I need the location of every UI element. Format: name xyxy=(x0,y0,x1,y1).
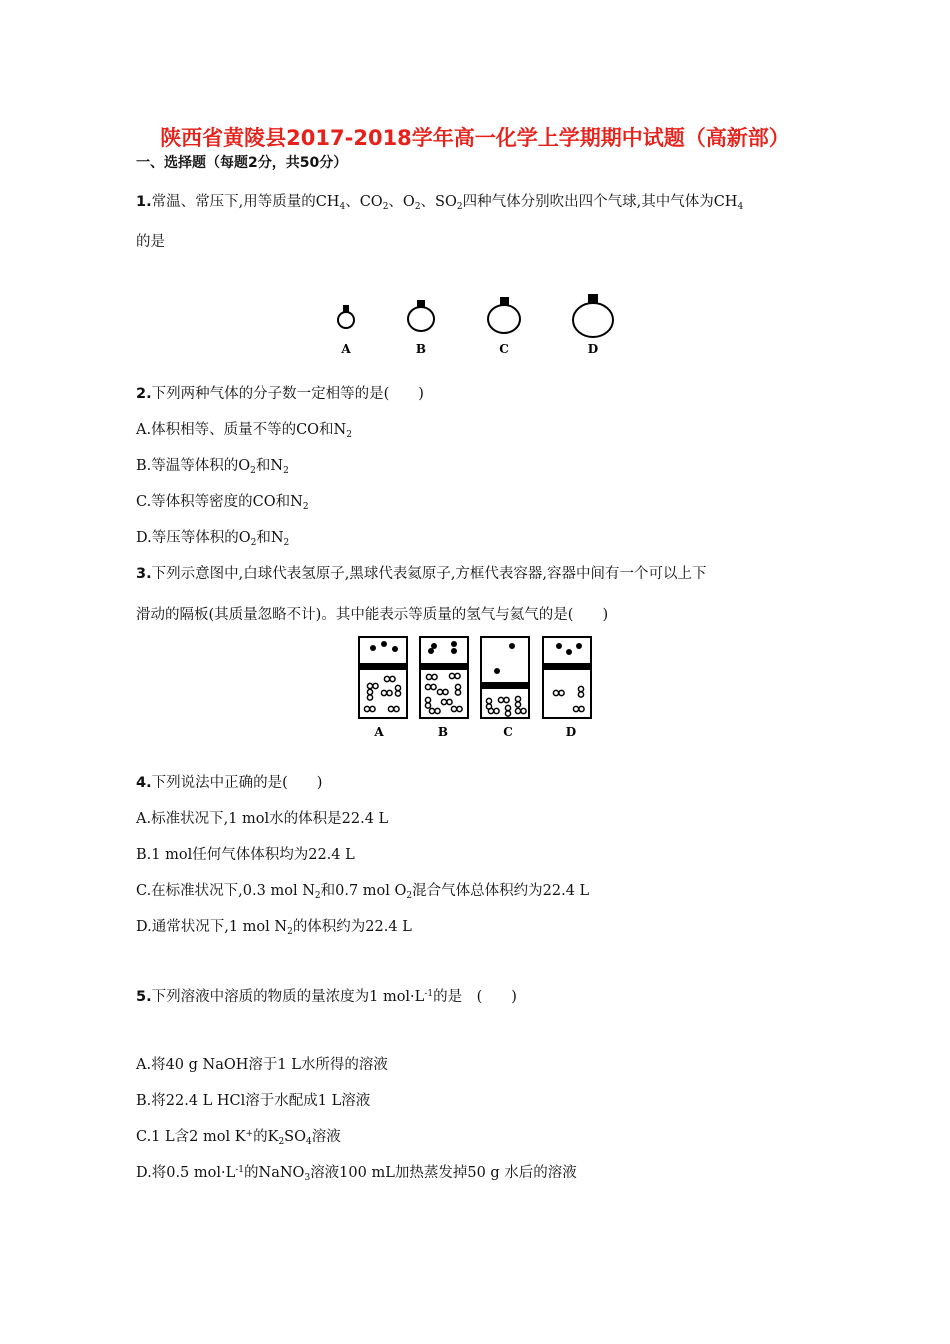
q2-option-a: A.体积相等、质量不等的CO和$N_2$ xyxy=(136,422,352,440)
partition-a xyxy=(359,663,407,670)
q1-stem-line2: 的是 xyxy=(136,234,165,250)
balloons-figure xyxy=(320,290,630,360)
partition-b xyxy=(420,663,468,670)
balloon-label-a: A xyxy=(341,342,351,356)
container-d xyxy=(543,637,591,718)
q3-stem-line2: 滑动的隔板(其质量忽略不计)。其中能表示等质量的氢气与氦气的是( ) xyxy=(136,607,609,623)
q2-stem: 2.下列两种气体的分子数一定相等的是( ) xyxy=(136,386,424,402)
section-heading: 一、选择题（每题2分，共50分） xyxy=(136,155,348,171)
q4-option-d: D.通常状况下,1 mol $N_2$的体积约为22.4 L xyxy=(136,919,412,937)
q5-option-b: B.将22.4 L HCl溶于水配成1 L溶液 xyxy=(136,1093,371,1109)
q1-number: 1. xyxy=(136,194,152,210)
partition-c xyxy=(481,682,529,689)
q4-option-a: A.标准状况下,1 mol水的体积是22.4 L xyxy=(136,811,389,827)
container-label-a: A xyxy=(374,725,384,739)
container-c xyxy=(481,637,529,718)
container-label-c: C xyxy=(503,725,513,739)
containers-figure xyxy=(350,630,600,745)
q2-option-b: B.等温等体积的$O_2$和$N_2$ xyxy=(136,458,289,476)
page-title: 陕西省黄陵县2017-2018学年高一化学上学期期中试题（高新部） xyxy=(160,126,790,150)
container-label-d: D xyxy=(565,725,577,739)
q5-option-c: C.1 L含2 mol K+的$K_2SO_4$溶液 xyxy=(136,1129,341,1147)
q2-option-c: C.等体积等密度的CO和$N_2$ xyxy=(136,494,309,512)
q3-stem-line1: 3.下列示意图中,白球代表氢原子,黑球代表氦原子,方框代表容器,容器中间有一个可以上下 xyxy=(136,566,707,582)
q5-option-a: A.将40 g NaOH溶于1 L水所得的溶液 xyxy=(136,1057,388,1073)
hydrogen-molecules xyxy=(364,673,584,716)
q4-option-b: B.1 mol任何气体体积均为22.4 L xyxy=(136,847,355,863)
balloon-c xyxy=(488,298,520,333)
container-label-b: B xyxy=(437,725,449,739)
q5-stem: 5.下列溶液中溶质的物质的量浓度为1 $mol\cdot L^{-1}$的是 ( ) xyxy=(136,989,517,1005)
q1-stem-line1: 1.常温、常压下,用等质量的$CH_4$、$CO_2$、$O_2$、$SO_2$四种气体分别吹出四个气球,其中气体为$CH_4$ xyxy=(136,194,744,212)
q4-option-c: C.在标准状况下,0.3 mol $N_2$和0.7 mol $O_2$混合气体总体积约为22.4 L xyxy=(136,883,590,901)
q5-option-d: D.将0.5 $mol\cdot L^{-1}$的NaNO$_3$溶液100 mL加热蒸发掉50 g 水后的溶液 xyxy=(136,1165,577,1183)
balloon-d xyxy=(573,295,613,337)
balloon-label-c: C xyxy=(499,342,509,356)
q2-option-d: D.等压等体积的$O_2$和$N_2$ xyxy=(136,530,290,548)
balloon-label-b: B xyxy=(415,342,427,356)
partition-d xyxy=(543,663,591,670)
balloon-a xyxy=(338,306,354,328)
balloon-b xyxy=(408,301,434,331)
balloon-label-d: D xyxy=(587,342,599,356)
q4-stem: 4.下列说法中正确的是( ) xyxy=(136,775,323,791)
